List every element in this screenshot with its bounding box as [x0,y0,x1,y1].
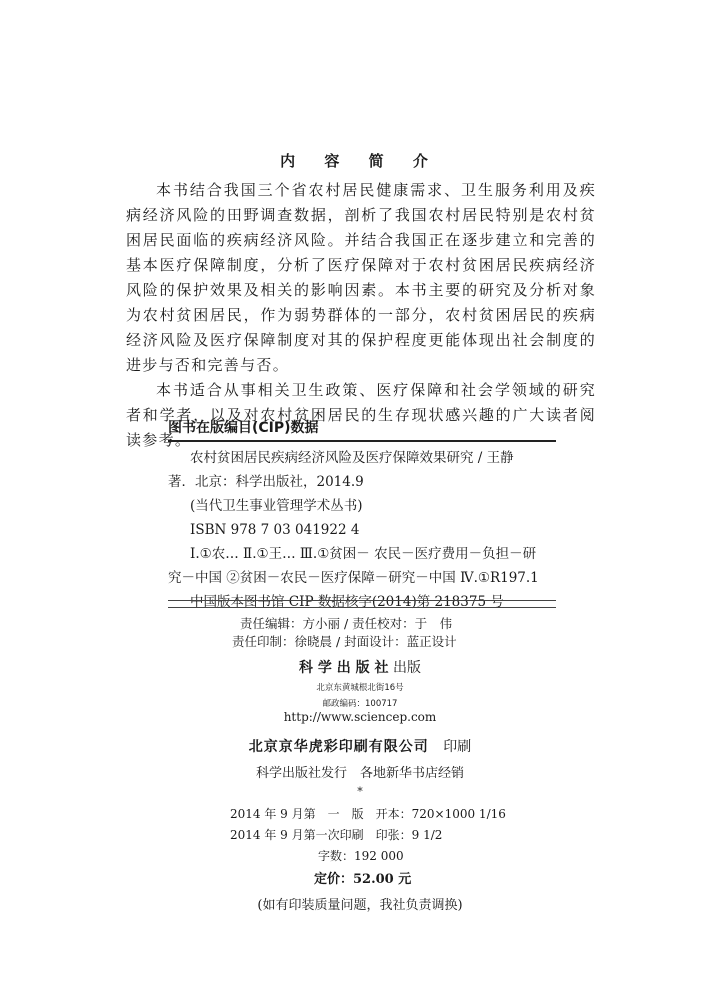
publisher-url: http://www.sciencep.com [283,710,437,724]
publisher-suffix: 出版 [392,660,421,676]
distribution-line: 科学出版社发行 各地新华书店经销 [255,766,464,781]
print-design-credit: 责任印制：徐晓晨 / 封面设计：蓝正设计 [232,634,457,649]
cip-line-number: 中国版本图书馆 CIP 数据核字(2014)第 218375 号 [190,594,504,610]
publisher-address: 北京东黄城根北街16号 [316,683,404,693]
quality-notice: (如有印装质量问题，我社负责调换) [257,898,463,913]
summary-paragraph: 本书结合我国三个省农村居民健康需求、卫生服务利用及疾病经济风险的田野调查数据，剖析了我国农村居民特别是农村贫困居民面临的疾病经济风险。并结合我国正在逐步建立和完善的基本医疗保障制度，分析了医疗保障对于农村贫困居民疾病经济风险的保护效果及相关的影响因素。本书主要的研究及分析对象为农村贫困居民，作为弱势群体的一部分，农村贫困居民的疾病经济风险及医疗保障制度对其的保护程度更能体现出社会制度的进步与否和完善与否。 [126,181,596,374]
separator-mark: * [357,785,363,798]
publisher-line [0,657,720,677]
summary-title: 内 容 简 介 [280,152,440,170]
cip-data-block [168,446,556,614]
printer-suffix: 印刷 [443,739,472,755]
price-line [314,868,411,887]
cip-bottom-rule [168,600,556,601]
cip-line-title: 农村贫困居民疾病经济风险及医疗保障效果研究 / 王静 [190,450,514,466]
cip-line-isbn: ISBN 978 7 03 041922 4 [190,522,360,538]
word-count-line: 字数：192 000 [318,849,404,863]
summary-paragraph: 本书适合从事相关卫生政策、医疗保障和社会学领域的研究者和学者，以及对农村贫困居民的生存现状感兴趣的广大读者阅读参考。 [126,381,596,449]
printing-line: 2014 年 9 月第一次印刷 印张：9 1/2 [230,828,443,842]
cip-bottom-rule-2 [168,607,556,608]
price-label: 定价： [314,872,354,887]
printer-name: 北京京华虎彩印刷有限公司 [248,739,429,755]
edition-line: 2014 年 9 月第 一 版 开本：720×1000 1/16 [230,807,506,821]
price-value: 52.00 元 [353,872,412,887]
publisher-name: 科 学 出 版 社 [299,660,389,676]
cip-line-publisher: 著．北京：科学出版社，2014.9 [168,474,364,490]
publisher-postcode: 邮政编码：100717 [322,699,398,709]
cip-top-rule [168,440,556,442]
editors-credit: 责任编辑：方小丽 / 责任校对：于 伟 [240,616,453,631]
cip-line-subjects: Ⅰ.①农… Ⅱ.①王… Ⅲ.①贫困－ 农民－医疗费用－负担－研 [190,546,537,562]
printer-line [0,736,720,756]
cip-heading: 图书在版编目(CIP)数据 [168,420,319,436]
summary-body [126,178,596,453]
cip-line-series: (当代卫生事业管理学术丛书) [190,498,363,514]
cip-line-subjects-cont: 究－中国 ②贫困－农民－医疗保障－研究－中国 Ⅳ.①R197.1 [168,570,539,586]
